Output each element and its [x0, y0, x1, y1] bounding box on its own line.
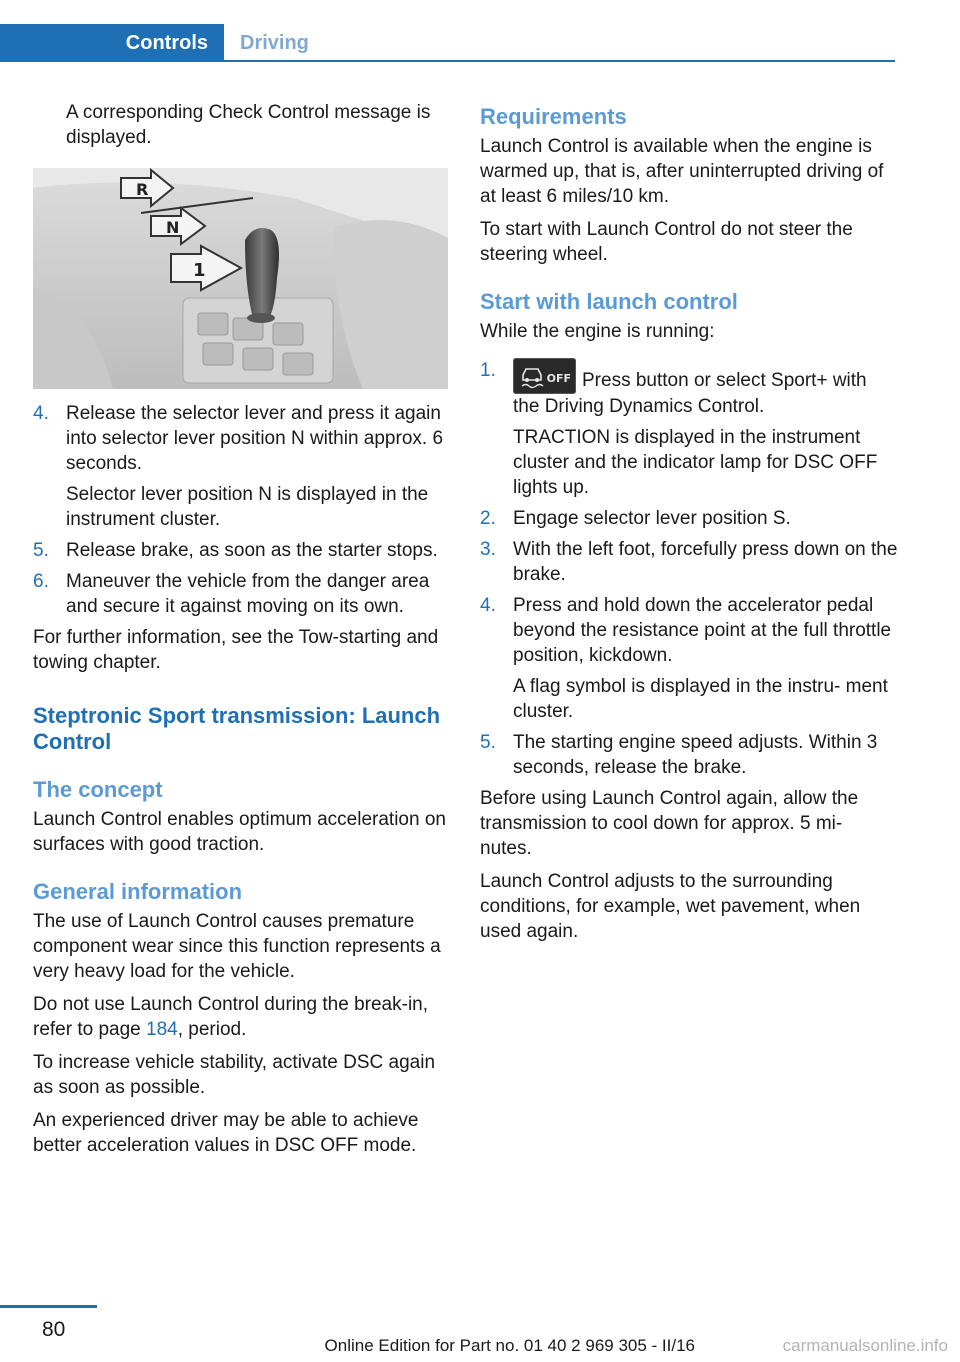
- list-item: [480, 358, 898, 500]
- label-r: R: [136, 180, 149, 199]
- concept-text: Launch Control enables optimum acceleration on surfaces with good traction.: [33, 809, 446, 855]
- step-number: 6.: [33, 571, 49, 592]
- step-text: Engage selector lever position S.: [513, 508, 791, 529]
- general-info-p3: To increase vehicle stability, activate DSC again as soon as possible.: [33, 1052, 436, 1098]
- dsc-off-button-icon: [513, 358, 576, 394]
- step-number: 5.: [33, 540, 49, 561]
- page-number: 80: [42, 1318, 66, 1341]
- concept-heading: The concept: [33, 777, 163, 802]
- section-title: Steptronic Sport transmission: Launch Control: [33, 703, 441, 754]
- header-bar: [0, 0, 895, 62]
- start-intro: While the engine is running:: [480, 321, 715, 342]
- edition-text: Online Edition for Part no. 01 40 2 969 305 - II/16: [324, 1336, 695, 1355]
- general-info-p2: [33, 992, 449, 1042]
- list-item: [33, 569, 449, 619]
- header-rule: [0, 60, 895, 62]
- step-subtext: TRACTION is displayed in the instrument cluster and the indicator lamp for DSC OFF lights up.: [513, 427, 878, 498]
- watermark: carmanualsonline.info: [782, 1336, 948, 1355]
- step-number: 2.: [480, 508, 496, 529]
- period-text: , period.: [177, 1019, 247, 1040]
- list-item: [33, 401, 449, 532]
- selector-lever-illustration: [33, 168, 448, 389]
- step-text: Release brake, as soon as the starter stops.: [66, 540, 438, 561]
- requirements-p2: To start with Launch Control do not steer the steering wheel.: [480, 219, 853, 265]
- step-number: 3.: [480, 539, 496, 560]
- requirements-heading: Requirements: [480, 104, 627, 129]
- footer-rule: [0, 1305, 97, 1308]
- requirements-p1: Launch Control is available when the engine is warmed up, that is, after uninterrupted driving of at least 6 miles/10 km.: [480, 136, 884, 207]
- car-skid-icon: [517, 361, 547, 391]
- start-heading: Start with launch control: [480, 289, 738, 314]
- list-item: [480, 506, 898, 531]
- page-link[interactable]: 184: [146, 1019, 178, 1040]
- tab-driving[interactable]: Driving: [240, 31, 309, 54]
- step-text: Release the selector lever and press it again into selector lever position N within approx. 6 seconds.: [66, 403, 444, 474]
- step-number: 4.: [33, 403, 49, 424]
- step-text: [513, 358, 898, 419]
- step-number: 1.: [480, 360, 496, 381]
- step-text: The starting engine speed adjusts. Within 3 seconds, release the brake.: [513, 732, 878, 778]
- step-number: 5.: [480, 732, 496, 753]
- step-text: Maneuver the vehicle from the danger area and secure it against moving on its own.: [66, 571, 430, 617]
- after-p1: Before using Launch Control again, allow the transmission to cool down for approx. 5 mi‐ nutes.: [480, 788, 859, 859]
- label-n: N: [166, 218, 180, 237]
- step-number: 4.: [480, 595, 496, 616]
- step-subtext: A flag symbol is displayed in the instru‐ ment cluster.: [513, 676, 888, 722]
- left-column: [33, 100, 449, 1166]
- general-info-heading: General information: [33, 879, 243, 904]
- list-item: [480, 730, 898, 780]
- general-info-p4: An experienced driver may be able to achieve better acceleration values in DSC OFF mode.: [33, 1110, 419, 1156]
- list-item: [33, 538, 449, 563]
- right-column: [480, 100, 898, 952]
- after-p2: Launch Control adjusts to the surrounding conditions, for example, wet pavement, when used again.: [480, 871, 861, 942]
- label-1: 1: [193, 260, 206, 281]
- tab-controls[interactable]: Controls: [0, 24, 224, 62]
- list-item: [480, 593, 898, 724]
- step-text: With the left foot, forcefully press down on the brake.: [513, 539, 898, 585]
- break-in-text: Do not use Launch Control during the break-in, refer to page: [33, 994, 429, 1040]
- step-subtext: Selector lever position N is displayed in the instrument cluster.: [66, 484, 429, 530]
- intro-text: A corresponding Check Control message is displayed.: [66, 102, 431, 148]
- general-info-p1: The use of Launch Control causes premature component wear since this function represents a very heavy load for the vehicle.: [33, 911, 441, 982]
- left-steps: [33, 401, 449, 619]
- right-steps: [480, 358, 898, 780]
- list-item: [480, 537, 898, 587]
- step-text: Press and hold down the accelerator pedal beyond the resistance point at the full throttle position, kickdown.: [513, 595, 892, 666]
- off-label: OFF: [546, 372, 571, 385]
- step-1-text: Press button or select Sport+ with the Driving Dynamics Control.: [513, 370, 867, 417]
- further-info: For further information, see the Tow-starting and towing chapter.: [33, 627, 439, 673]
